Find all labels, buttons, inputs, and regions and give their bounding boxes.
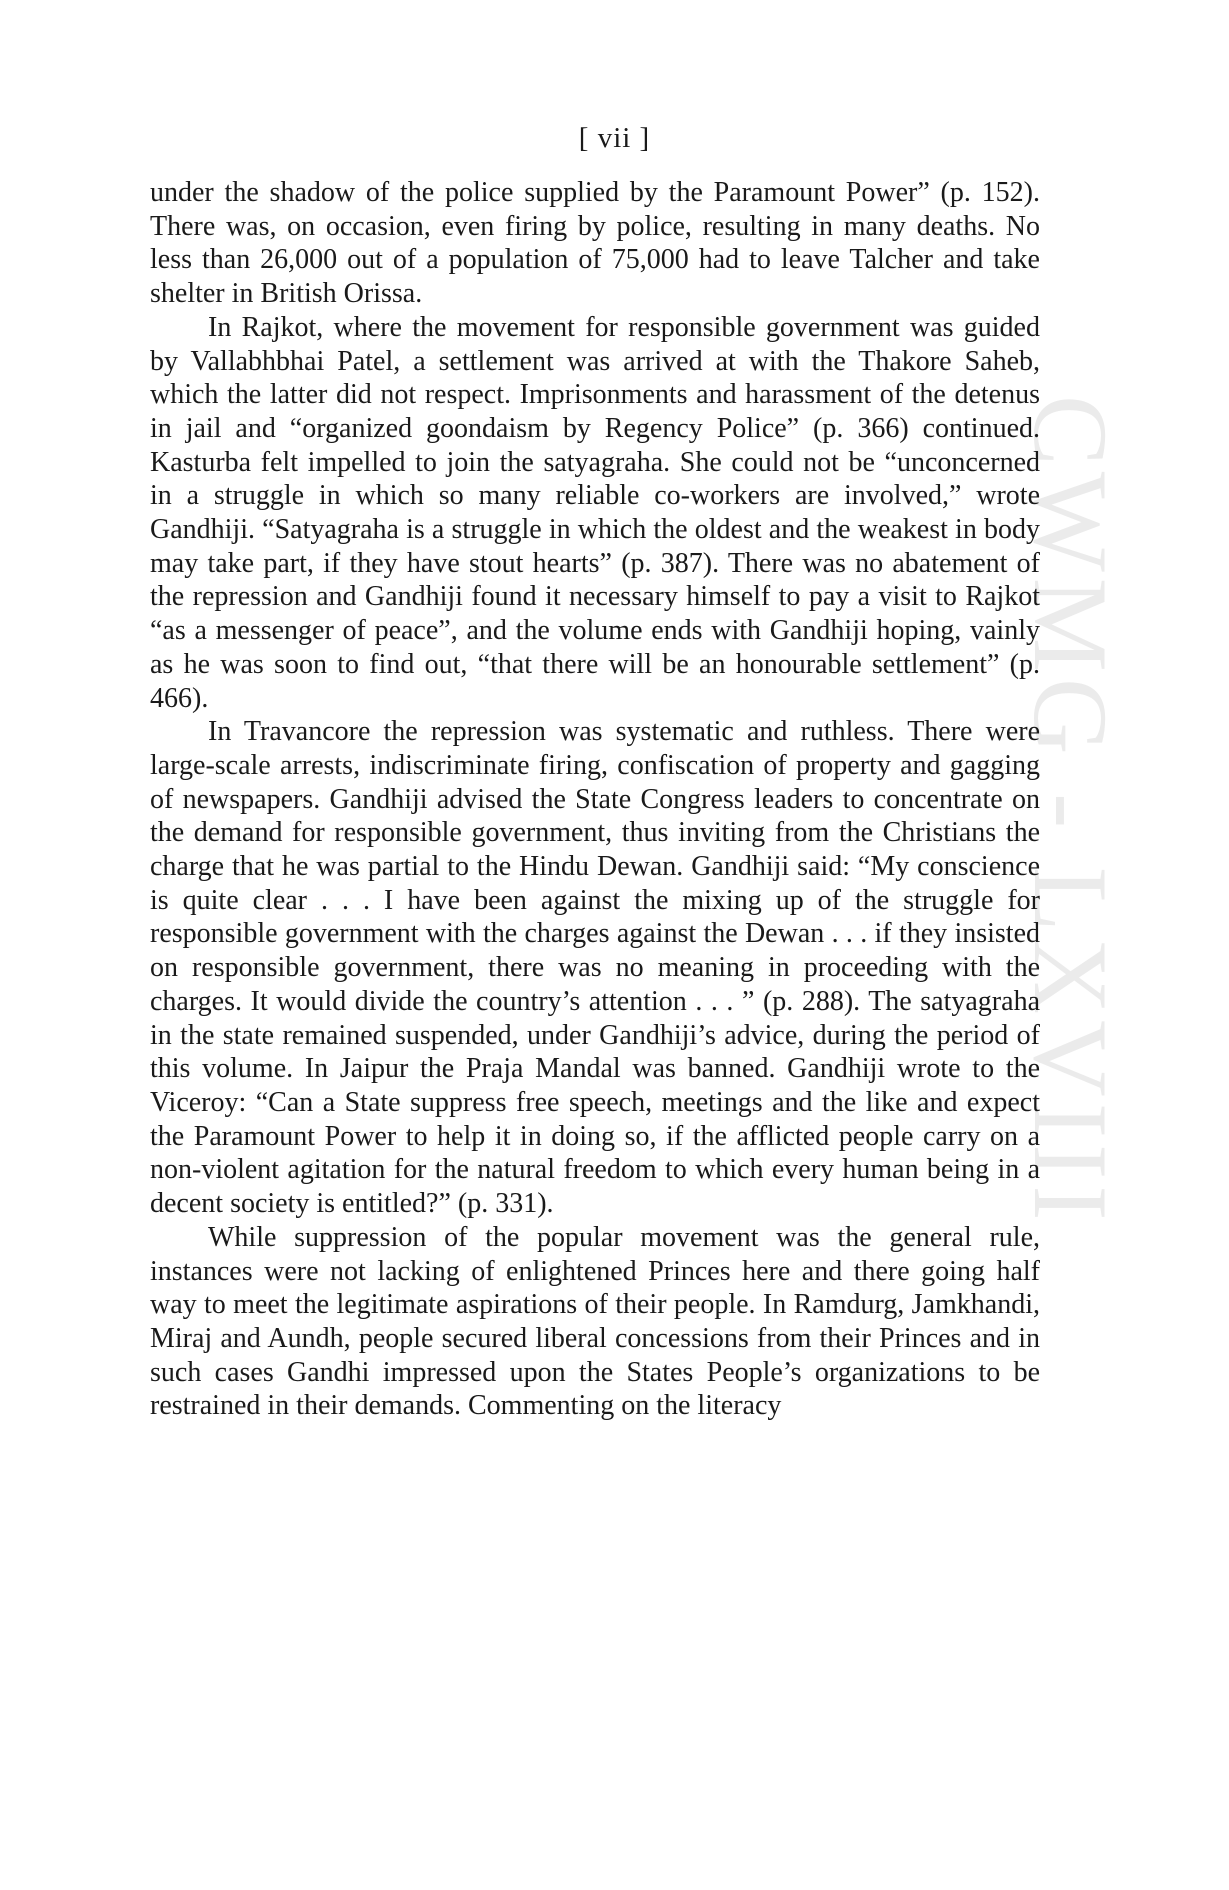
watermark: CWMG - LXVIII	[1012, 395, 1129, 1227]
paragraph-rajkot: In Rajkot, where the movement for responsible government was guided by Vallabhbhai Patel, a settlement was arrived at with the Thakore Saheb, which the latter did not respect. Imprisonments and harassment of the detenus in jail and “organized goondaism by Regency Police” (p. 366) continued. Kasturba felt impelled to join the satyagraha. She could not be “unconcerned in a struggle in which so many reliable co-workers are involved,” wrote Gandhiji. “Satyagraha is a struggle in which the oldest and the weakest in body may take part, if they have stout hearts” (p. 387). There was no abatement of the repression and Gandhiji found it necessary himself to pay a visit to Rajkot “as a messenger of peace”, and the volume ends with Gandhiji hoping, vainly as he was soon to find out, “that there will be an honourable settlement” (p. 466).	[150, 311, 1040, 714]
paragraph-talcher: under the shadow of the police supplied by the Paramount Power” (p. 152). There was, on occasion, even firing by police, resulting in many deaths. No less than 26,000 out of a population of 75,000 had to leave Talcher and take shelter in British Orissa.	[150, 177, 1040, 310]
body-text	[150, 176, 1040, 1423]
paragraph-travancore: In Travancore the repression was systematic and ruthless. There were large-scale arrests, indiscriminate firing, confiscation of property and gagging of newspapers. Gandhiji advised the State Congress leaders to concentrate on the demand for responsible government, thus inviting from the Christians the charge that he was partial to the Hindu Dewan. Gandhiji said: “My conscience is quite clear . . . I have been against the mixing up of the struggle for responsible government with the charges against the Dewan . . . if they insisted on responsible government, there was no meaning in proceeding with the charges. It would divide the country’s attention . . . ” (p. 288). The satyagraha in the state remained suspended, under Gandhiji’s advice, during the period of this volume. In Jaipur the Praja Mandal was banned. Gandhiji wrote to the Viceroy: “Can a State suppress free speech, meetings and the like and expect the Paramount Power to help it in doing so, if the afflicted people carry on a non-violent agitation for the natural freedom to which every human being in a decent society is entitled?” (p. 331).	[150, 716, 1040, 1220]
page-number: [ vii ]	[578, 122, 651, 154]
paragraph-princes: While suppression of the popular movement was the general rule, instances were not lacking of enlightened Princes here and there going half way to meet the legitimate aspirations of their people. In Ramdurg, Jamkhandi, Miraj and Aundh, people secured liberal concessions from their Princes and in such cases Gandhi impressed upon the States People’s organizations to be restrained in their demands. Commenting on the literacy	[150, 1221, 1040, 1422]
